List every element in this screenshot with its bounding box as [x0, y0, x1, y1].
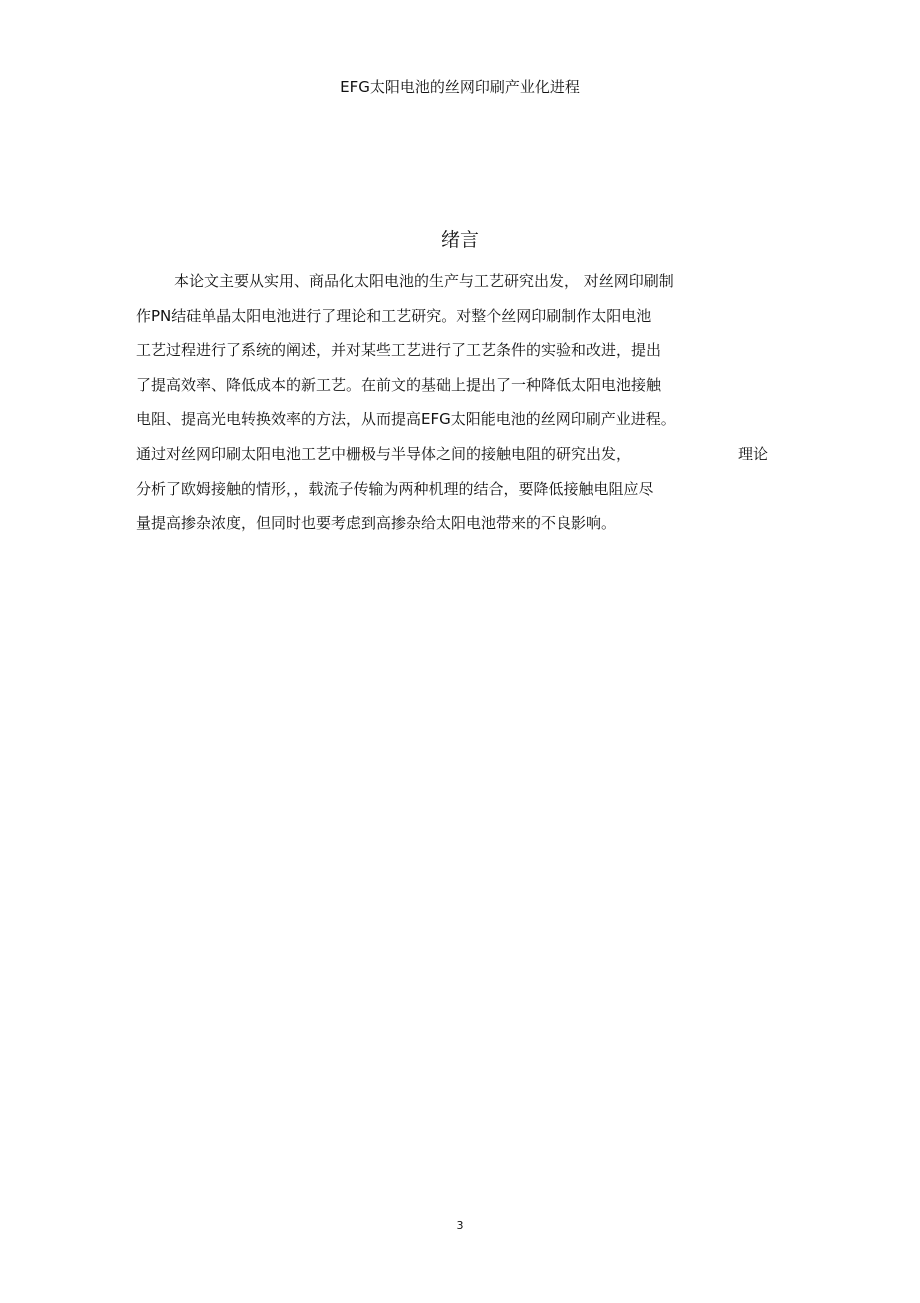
running-header: EFG太阳电池的丝网印刷产业化进程 — [340, 78, 580, 96]
paragraph-line — [136, 270, 786, 305]
line-text: 本论文主要从实用、商品化太阳电池的生产与工艺研究出发， 对丝网印刷制 — [174, 272, 674, 290]
section-title: 绪言 — [440, 229, 479, 251]
paragraph-line — [136, 443, 786, 478]
line-text: 分析了欧姆接触的情形，，载流子传输为两种机理的结合，要降低接触电阻应尽 — [136, 479, 654, 498]
line-text: 量提高掺杂浓度，但同时也要考虑到高掺杂给太阳电池带来的不良影响。 — [136, 514, 617, 533]
paragraph-line — [136, 305, 786, 340]
line-text: 通过对丝网印刷太阳电池工艺中栅极与半导体之间的接触电阻的研究出发， — [136, 444, 632, 463]
line-text: 工艺过程进行了系统的阐述，并对某些工艺进行了工艺条件的实验和改进，提出 — [136, 341, 662, 360]
page-number: 3 — [456, 1219, 464, 1232]
paragraph-line — [136, 478, 786, 513]
paragraph-line — [136, 408, 786, 443]
line-trailing-text: 理论 — [738, 444, 769, 463]
paragraph-line — [136, 512, 786, 547]
line-text: 了提高效率、降低成本的新工艺。在前文的基础上提出了一种降低太阳电池接触 — [136, 375, 662, 394]
paragraph-line — [136, 374, 786, 409]
line-text: 电阻、提高光电转换效率的方法，从而提高EFG太阳能电池的丝网印刷产业进程。 — [136, 410, 676, 429]
line-text: 作PN结硅单晶太阳电池进行了理论和工艺研究。对整个丝网印刷制作太阳电池 — [136, 306, 652, 325]
paragraph-line — [136, 339, 786, 374]
body-paragraph — [136, 270, 786, 547]
